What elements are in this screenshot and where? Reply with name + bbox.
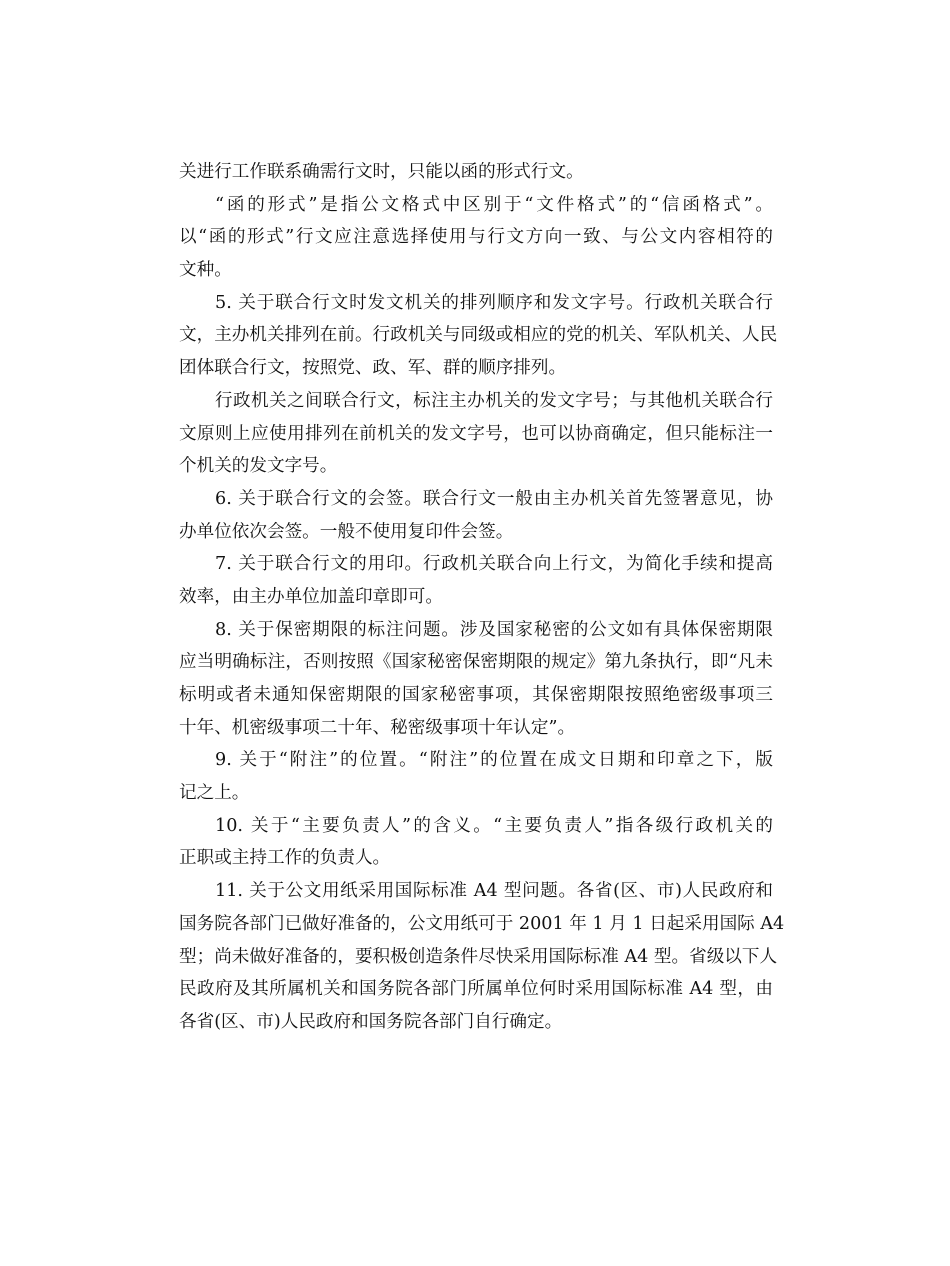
document-body (179, 156, 785, 1039)
text-line: 7. 关于联合行文的用印。行政机关联合向上行文，为简化手续和提高 (215, 554, 773, 575)
text-line: 5. 关于联合行文时发文机关的排列顺序和发文字号。行政机关联合行 (215, 292, 773, 313)
text-line: 应当明确标注，否则按照《国家秘密保密期限的规定》第九条执行，即“凡未 (179, 652, 773, 673)
text-line: 十年、机密级事项二十年、秘密级事项十年认定”。 (179, 717, 576, 738)
text-line: 文，主办机关排列在前。行政机关与同级或相应的党的机关、军队机关、人民 (179, 325, 778, 346)
text-line: 关进行工作联系确需行文时，只能以函的形式行文。 (179, 162, 584, 182)
text-line: 11. 关于公文用纸采用国际标准 A4 型问题。各省(区、市)人民政府和 (215, 881, 773, 902)
text-line: 个机关的发文字号。 (179, 456, 338, 477)
text-line: 6. 关于联合行文的会签。联合行文一般由主办机关首先签署意见，协 (215, 488, 773, 509)
text-line: 国务院各部门已做好准备的，公文用纸可于 2001 年 1 月 1 日起采用国际 A4 (179, 913, 785, 934)
text-line: 以“函的形式”行文应注意选择使用与行文方向一致、与公文内容相符的 (179, 227, 773, 248)
text-line: 办单位依次会签。一般不使用复印件会签。 (179, 521, 514, 542)
text-line: 团体联合行文，按照党、政、军、群的顺序排列。 (179, 358, 567, 379)
text-line: 8. 关于保密期限的标注问题。涉及国家秘密的公文如有具体保密期限 (215, 619, 773, 640)
text-line: 行政机关之间联合行文，标注主办机关的发文字号；与其他机关联合行 (215, 390, 773, 411)
text-line: 文原则上应使用排列在前机关的发文字号，也可以协商确定，但只能标注一 (179, 423, 773, 444)
text-line: 正职或主持工作的负责人。 (179, 848, 391, 869)
text-line: 9. 关于“附注”的位置。“附注”的位置在成文日期和印章之下，版 (215, 750, 773, 771)
text-line: 各省(区、市)人民政府和国务院各部门自行确定。 (179, 1011, 563, 1032)
text-line: 记之上。 (179, 783, 250, 804)
text-line: 效率，由主办单位加盖印章即可。 (179, 586, 443, 607)
text-line: 标明或者未通知保密期限的国家秘密事项，其保密期限按照绝密级事项三 (179, 685, 773, 705)
text-line: “函的形式”是指公文格式中区别于“文件格式”的“信函格式”。 (215, 194, 773, 215)
text-line: 民政府及其所属机关和国务院各部门所属单位何时采用国际标准 A4 型，由 (179, 979, 773, 1000)
text-line: 型；尚未做好准备的，要积极创造条件尽快采用国际标准 A4 型。省级以下人 (179, 946, 778, 967)
text-line: 10. 关于“主要负责人”的含义。“主要负责人”指各级行政机关的 (215, 815, 773, 836)
text-line: 文种。 (179, 260, 232, 281)
